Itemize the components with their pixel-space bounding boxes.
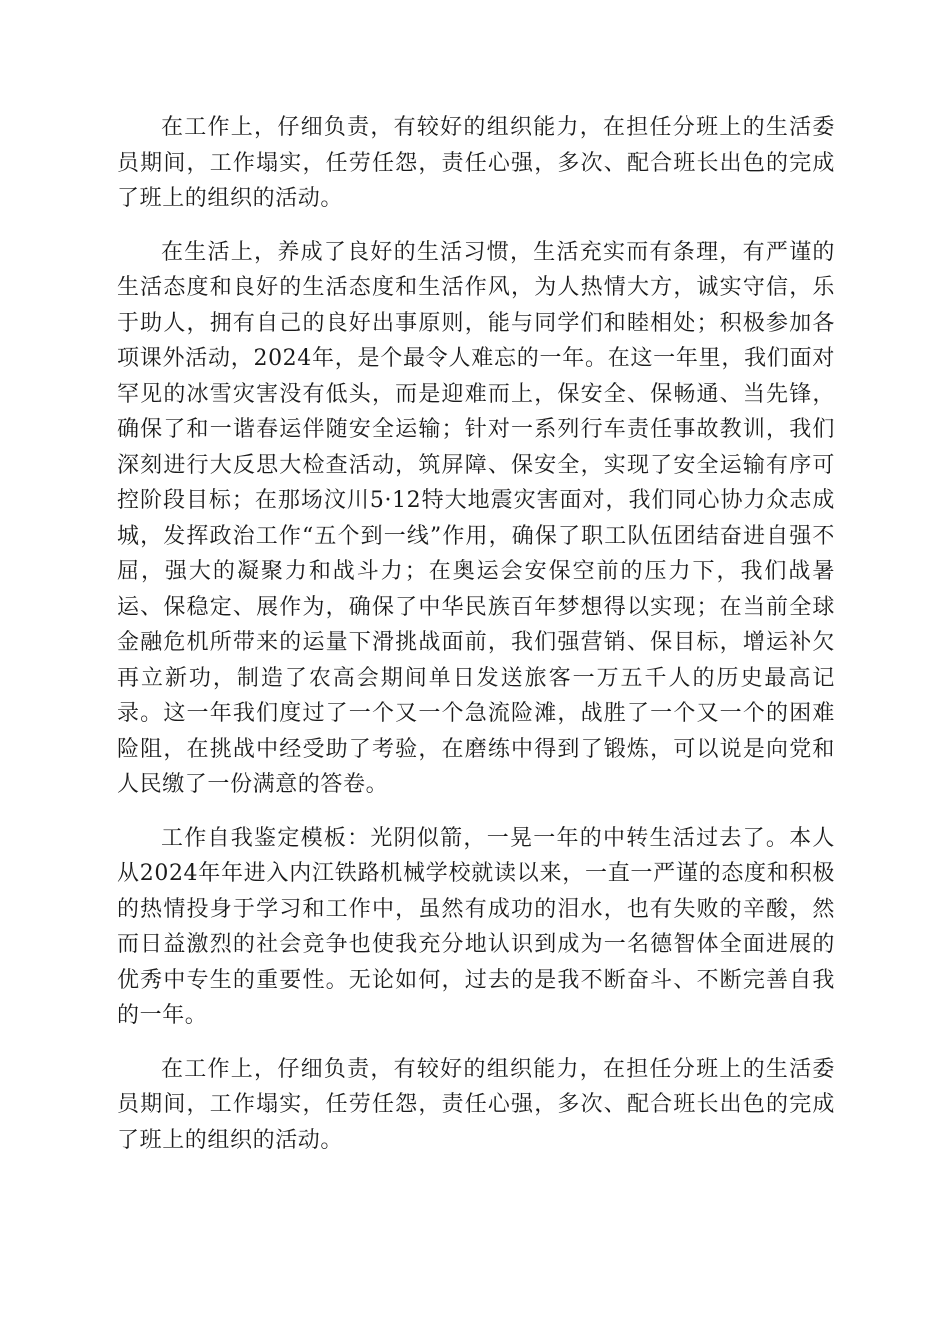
paragraph-work-2: 在工作上，仔细负责，有较好的组织能力，在担任分班上的生活委员期间，工作塌实，任劳任怨，责任心强，多次、配合班长出色的完成了班上的组织的活动。 [117, 1056, 835, 1153]
paragraph-self-appraisal: 工作自我鉴定模板：光阴似箭，一晃一年的中转生活过去了。本人从2024年年进入内江铁路机械学校就读以来，一直一严谨的态度和积极的热情投身于学习和工作中，虽然有成功的泪水，也有失败的辛酸，然而日益激烈的社会竞争也使我充分地认识到成为一名德智体全面进展的优秀中专生的重要性。无论如何，过去的是我不断奋斗、不断完善自我的一年。 [117, 825, 835, 1028]
paragraph-work-1: 在工作上，仔细负责，有较好的组织能力，在担任分班上的生活委员期间，工作塌实，任劳任怨，责任心强，多次、配合班长出色的完成了班上的组织的活动。 [117, 115, 835, 211]
paragraph-life: 在生活上，养成了良好的生活习惯，生活充实而有条理，有严谨的生活态度和良好的生活态度和生活作风，为人热情大方，诚实守信，乐于助人，拥有自己的良好出事原则，能与同学们和睦相处；积极参加各项课外活动，2024年，是个最令人难忘的一年。在这一年里，我们面对罕见的冰雪灾害没有低头，而是迎难而上，保安全、保畅通、当先锋，确保了和一谐春运伴随安全运输；针对一系列行车责任事故教训，我们深刻进行大反思大检查活动，筑屏障、保安全，实现了安全运输有序可控阶段目标；在那场汶川5·12特大地震灾害面对，我们同心协力众志成城，发挥政治工作“五个到一线”作用，确保了职工队伍团结奋进自强不屈，强大的凝聚力和战斗力；在奥运会安保空前的压力下，我们战暑运、保稳定、展作为，确保了中华民族百年梦想得以实现；在当前全球金融危机所带来的运量下滑挑战面前，我们强营销、保目标，增运补欠再立新功，制造了农高会期间单日发送旅客一万五千人的历史最高记录。这一年我们度过了一个又一个急流险滩，战胜了一个又一个的困难险阻，在挑战中经受助了考验，在磨练中得到了锻炼，可以说是向党和人民缴了一份满意的答卷。 [117, 239, 835, 797]
document-body [117, 110, 835, 1176]
